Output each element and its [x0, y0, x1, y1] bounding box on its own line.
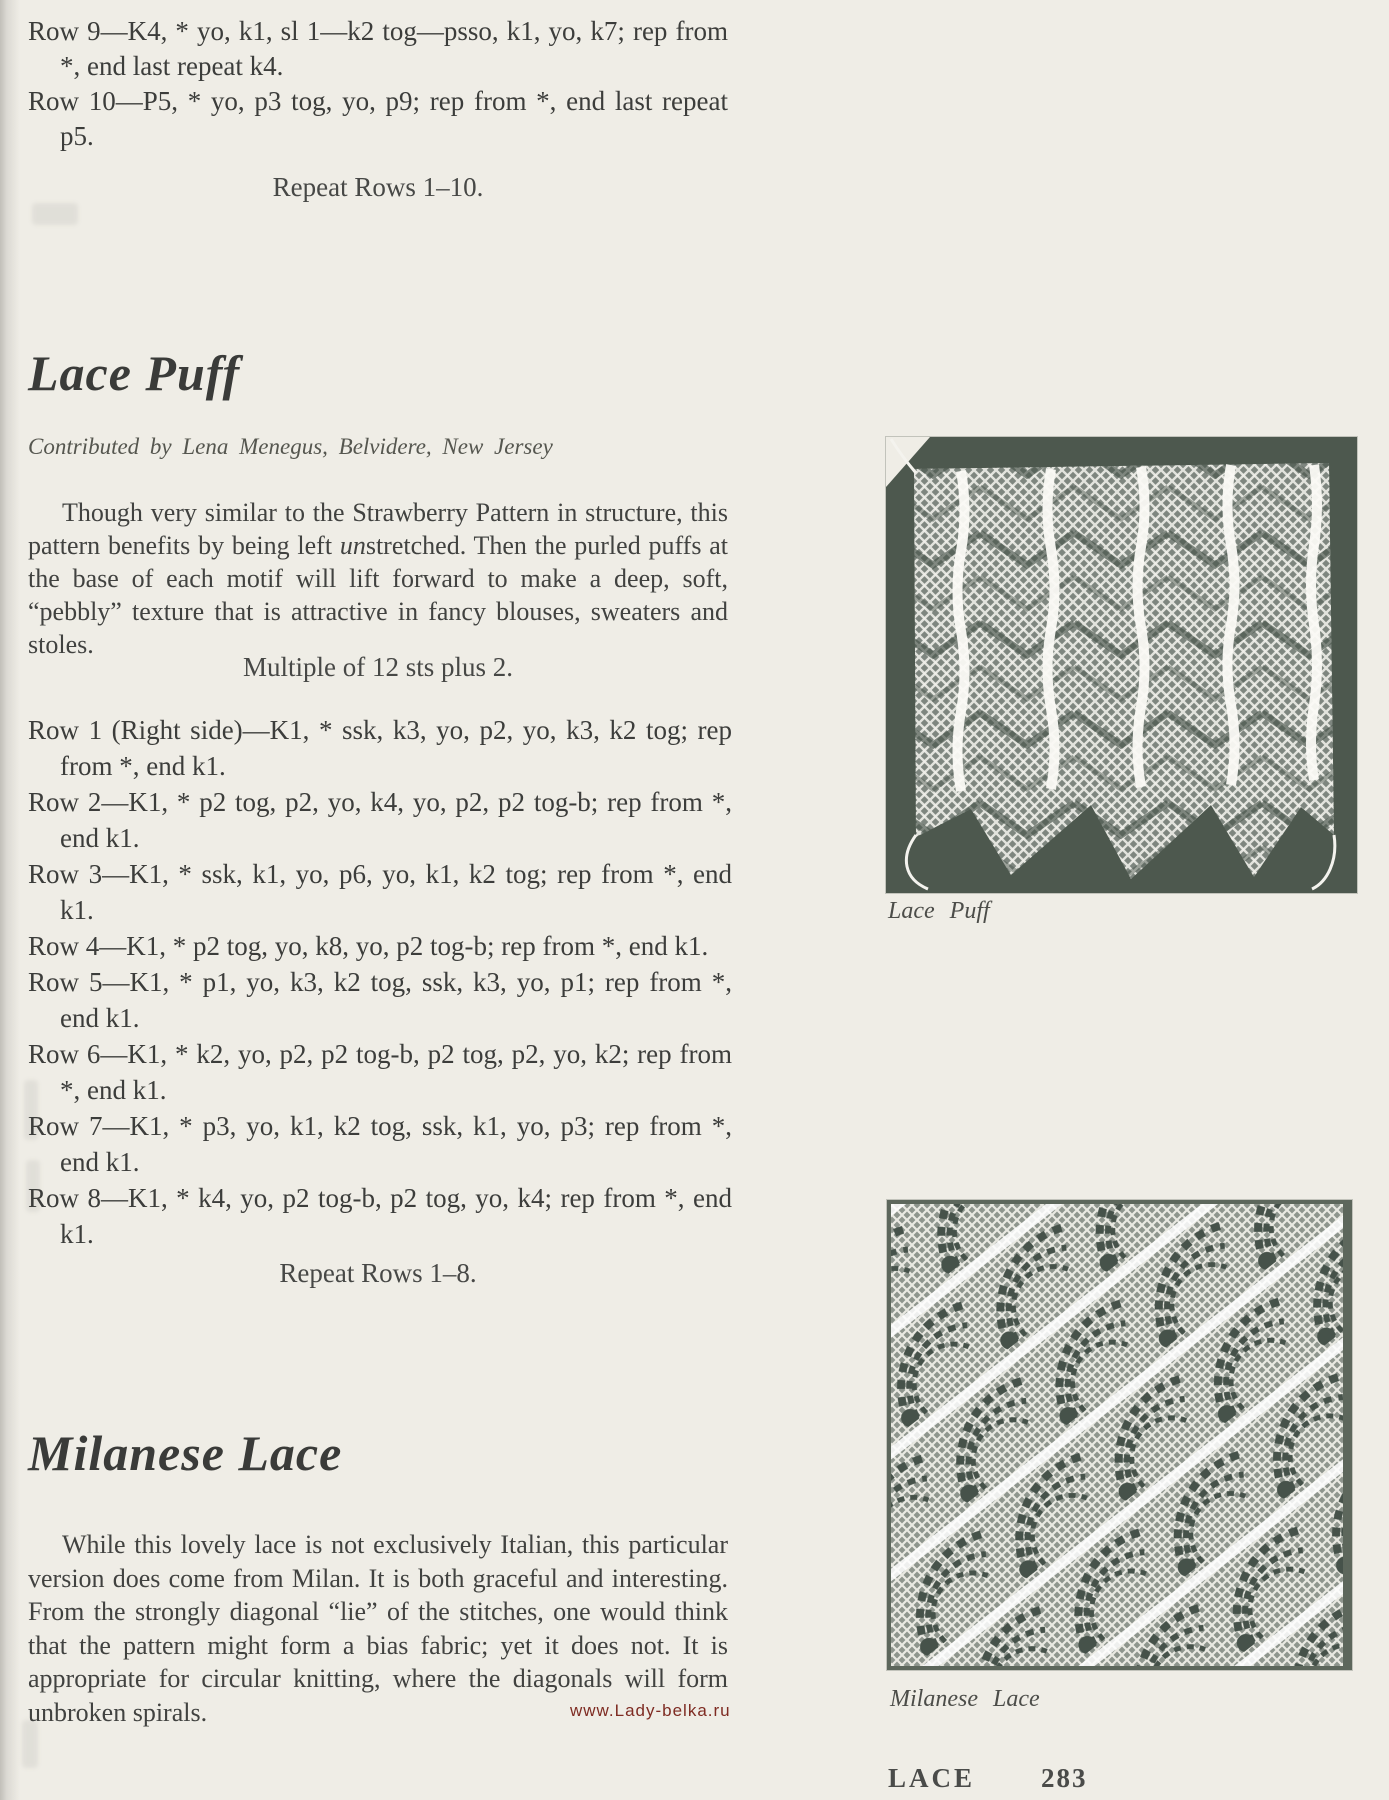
pattern-row-9: Row 9—K4, * yo, k1, sl 1—k2 tog—psso, k1, yo, k7; rep from *, end last repeat k4.	[28, 16, 728, 81]
lace-puff-rows	[28, 712, 732, 1252]
pattern-row-4: Row 4—K1, * p2 tog, yo, k8, yo, p2 tog-b; rep from *, end k1.	[28, 931, 709, 961]
pattern-row-7: Row 7—K1, * p3, yo, k1, k2 tog, ssk, k1, yo, p3; rep from *, end k1.	[28, 1111, 732, 1177]
pattern-row-5: Row 5—K1, * p1, yo, k3, k2 tog, ssk, k3, yo, p1; rep from *, end k1.	[28, 967, 732, 1033]
footer-page-number: 283	[1041, 1763, 1088, 1793]
lace-puff-byline: Contributed by Lena Menegus, Belvidere, New Jersey	[28, 434, 553, 459]
milanese-lace-title: Milanese Lace	[28, 1425, 343, 1481]
intro-text: While this lovely lace is not exclusively Italian, this particular version does come from Milan. It is both graceful and interesting. From the strongly diagonal “lie” of the stitches, one would think that the pattern might form a bias fabric; yet it does not. It is appropriate for circular knitting, where the diagonals will form unbroken spirals.	[28, 1530, 728, 1727]
pattern-row-8: Row 8—K1, * k4, yo, p2 tog-b, p2 tog, yo, k4; rep from *, end k1.	[28, 1183, 732, 1249]
lace-puff-title: Lace Puff	[28, 345, 241, 401]
footer-section-label: LACE	[888, 1763, 976, 1793]
milanese-lace-photo-caption: Milanese Lace	[890, 1686, 1040, 1712]
page-gutter-shadow	[0, 0, 20, 1800]
repeat-rows-1-8: Repeat Rows 1–8.	[279, 1258, 477, 1288]
pattern-row-6: Row 6—K1, * k2, yo, p2, p2 tog-b, p2 tog, p2, yo, k2; rep from *, end k1.	[28, 1039, 732, 1105]
page-showthrough-mark	[32, 203, 78, 225]
intro-text: stretched. Then the purled puffs at the base of each motif will lift forward to make a deep, soft, “pebbly” texture that is attractive in fancy blouses, sweaters and stoles.	[28, 531, 728, 659]
repeat-rows-1-10: Repeat Rows 1–10.	[272, 172, 484, 202]
watermark-url: www.Lady-belka.ru	[570, 1701, 731, 1720]
lace-puff-photo	[886, 437, 1357, 893]
pattern-row-3: Row 3—K1, * ssk, k1, yo, p6, yo, k1, k2 tog; rep from *, end k1.	[28, 859, 732, 925]
intro-italic-fragment: un	[339, 531, 366, 560]
pattern-row-2: Row 2—K1, * p2 tog, p2, yo, k4, yo, p2, p2 tog-b; rep from *, end k1.	[28, 787, 732, 853]
page-footer	[888, 1763, 1088, 1794]
stitch-multiple-note: Multiple of 12 sts plus 2.	[242, 652, 513, 682]
previous-pattern-rows	[28, 14, 728, 154]
pattern-row-10: Row 10—P5, * yo, p3 tog, yo, p9; rep from *, end last repeat p5.	[28, 86, 728, 151]
intro-text: Though very similar to the Strawberry Pattern in structure, this pattern benefits by being left	[28, 498, 728, 560]
lace-puff-photo-caption: Lace Puff	[888, 898, 990, 924]
pattern-row-1: Row 1 (Right side)—K1, * ssk, k3, yo, p2, yo, k3, k2 tog; rep from *, end k1.	[28, 715, 732, 781]
lace-fabric	[891, 1204, 1343, 1666]
lace-puff-intro	[28, 496, 728, 661]
milanese-lace-photo	[887, 1200, 1352, 1670]
milanese-lace-intro	[28, 1528, 728, 1729]
